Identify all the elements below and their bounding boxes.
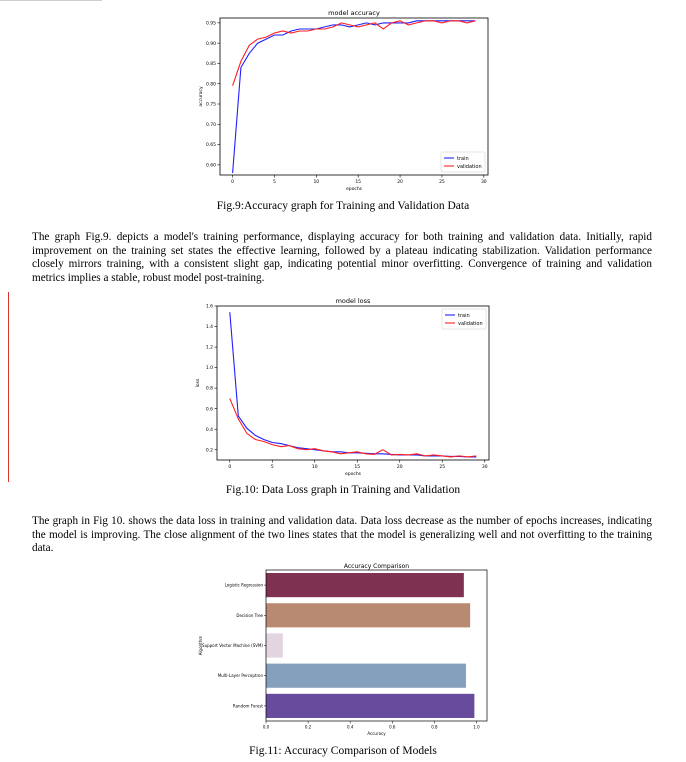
paragraph-loss: The graph in Fig 10. shows the data loss in training and validation data. Data loss decrease as the number of epochs increases, indicating the model is improving. The close alignment of the two lines states that the model is generalizing well and not overfitting to the training data. — [32, 515, 652, 555]
y-tick-label: 0.65 — [205, 143, 216, 149]
category-label: Decision Tree — [236, 612, 263, 618]
x-tick-label: 0.2 — [304, 724, 312, 730]
x-tick-label: 20 — [396, 465, 403, 470]
y-axis-label: Algorithm — [198, 635, 203, 656]
legend-label-train: train — [458, 312, 470, 319]
x-tick-label: 15 — [355, 180, 362, 185]
x-tick-label: 0.6 — [389, 724, 396, 730]
y-tick-label: 1.0 — [205, 366, 213, 372]
x-tick-label: 0 — [228, 465, 232, 470]
legend-label-validation: validation — [457, 163, 482, 170]
y-tick-label: 0.75 — [205, 102, 216, 108]
y-tick-label: 1.2 — [205, 345, 213, 351]
x-tick-label: 0.8 — [431, 724, 438, 730]
chart-title: model loss — [335, 297, 371, 305]
x-tick-label: 0 — [231, 180, 234, 185]
loss-line-chart — [0, 290, 686, 480]
figure-9-caption: Fig.9:Accuracy graph for Training and Validation Data — [216, 200, 470, 212]
legend-label-train: train — [457, 155, 469, 162]
category-label: Support Vector Machine (SVM) — [202, 643, 263, 648]
category-label: Random Forest — [232, 703, 263, 709]
y-tick-label: 0.2 — [205, 448, 213, 454]
series-line-train — [230, 312, 476, 457]
y-tick-label: 0.85 — [205, 62, 216, 68]
accuracy-comparison-bar-chart — [0, 560, 686, 742]
y-tick-label: 0.70 — [205, 122, 216, 128]
y-tick-label: 0.90 — [205, 41, 216, 47]
category-label: Multi-Layer Perceptron — [217, 673, 263, 679]
loss-chart-svg — [0, 290, 686, 480]
x-tick-label: 1.0 — [473, 724, 480, 730]
x-tick-label: 10 — [313, 180, 320, 185]
x-tick-label: 30 — [481, 465, 488, 470]
chart-title: Accuracy Comparison — [343, 563, 410, 570]
x-tick-label: 20 — [397, 180, 403, 185]
x-tick-label: 5 — [270, 465, 274, 470]
paragraph-accuracy: The graph Fig.9. depicts a model's training performance, displaying accuracy for both training and validation data. Initially, rapid improvement on the training set states the effective learning, followed by a plateau indicating stabilization. Validation performance closely mirrors training, with a consistent slight gap, indicating potential minor overfitting. Convergence of training and validation metrics implies a stable, robust model post-training. — [32, 231, 652, 284]
x-tick-label: 0.0 — [262, 724, 270, 730]
y-tick-label: 0.6 — [205, 407, 213, 413]
y-axis-label: loss — [196, 378, 201, 388]
x-tick-label: 25 — [439, 180, 445, 185]
bar-random-forest — [266, 694, 474, 718]
x-axis-label: epochs — [345, 187, 363, 192]
x-axis-label: Accuracy — [367, 731, 386, 736]
accuracy-chart-svg — [0, 0, 686, 196]
y-tick-label: 1.4 — [205, 325, 213, 331]
bar-multi-layer-perceptron — [266, 664, 466, 688]
chart-title: model accuracy — [328, 9, 380, 17]
category-label: Logistic Regression — [224, 582, 263, 588]
x-tick-label: 25 — [439, 465, 446, 470]
x-tick-label: 15 — [354, 465, 361, 470]
figure-11-caption: Fig.11: Accuracy Comparison of Models — [249, 745, 437, 757]
y-tick-label: 0.8 — [205, 386, 213, 392]
accuracy-line-chart — [0, 0, 686, 196]
bar-support-vector-machine-svm- — [266, 633, 283, 657]
y-tick-label: 0.95 — [205, 21, 216, 27]
series-line-validation — [230, 398, 476, 457]
y-tick-label: 0.4 — [205, 427, 213, 433]
y-tick-label: 1.6 — [205, 304, 213, 310]
bar-decision-tree — [266, 603, 470, 627]
bar-logistic-regression — [266, 573, 464, 597]
x-tick-label: 0.4 — [347, 724, 354, 730]
y-axis-label: accuracy — [199, 86, 204, 107]
x-tick-label: 5 — [273, 180, 276, 185]
legend-label-validation: validation — [458, 320, 483, 327]
comparison-chart-svg — [0, 560, 686, 742]
y-tick-label: 0.60 — [205, 163, 216, 169]
series-line-train — [233, 21, 476, 173]
y-tick-label: 0.80 — [205, 82, 216, 88]
x-tick-label: 10 — [311, 465, 318, 470]
figure-10-caption: Fig.10: Data Loss graph in Training and Validation — [225, 484, 461, 496]
x-tick-label: 30 — [480, 180, 487, 185]
x-axis-label: epochs — [344, 472, 362, 477]
series-line-validation — [233, 21, 476, 86]
